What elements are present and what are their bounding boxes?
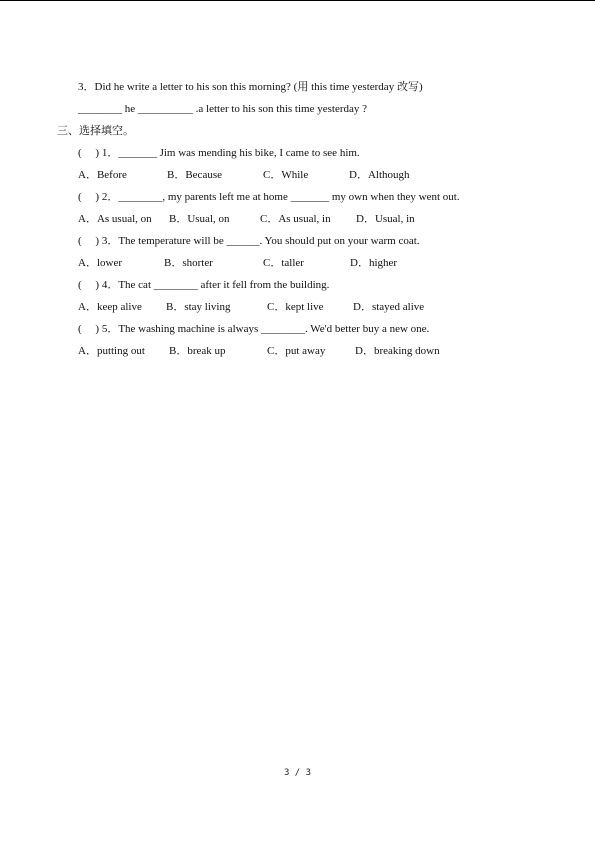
option-b: B．shorter: [164, 257, 213, 269]
mc-question-4-stem: ( ) 4．The cat ________ after it fell from the building.: [78, 279, 330, 291]
top-border-rule: [0, 0, 595, 1]
mc-question-1-options: [0, 168, 595, 182]
option-b: B．stay living: [166, 301, 231, 313]
option-b: B．break up: [169, 345, 226, 357]
section-heading: 三、选择填空。: [57, 125, 134, 137]
option-d: D．breaking down: [355, 345, 440, 357]
option-d: D．Although: [349, 169, 410, 181]
option-a: A．As usual, on: [78, 213, 152, 225]
option-a: A．putting out: [78, 345, 145, 357]
page-number: 3 / 3: [283, 768, 312, 778]
mc-question-5-options: [0, 344, 595, 358]
mc-question-3-options: [0, 256, 595, 270]
option-a: A．Before: [78, 169, 127, 181]
option-d: D．higher: [350, 257, 398, 269]
mc-question-2-options: [0, 212, 595, 226]
option-c: C．While: [263, 169, 309, 181]
mc-question-1-stem: ( ) 1．_______ Jim was mending his bike, I came to see him.: [78, 147, 360, 159]
option-c: C．put away: [267, 345, 326, 357]
mc-question-5-stem: ( ) 5．The washing machine is always ________. We'd better buy a new one.: [78, 323, 430, 335]
option-c: C．kept live: [267, 301, 324, 313]
option-d: D．stayed alive: [353, 301, 425, 313]
option-b: B．Usual, on: [169, 213, 230, 225]
mc-question-2-stem: ( ) 2．________, my parents left me at home _______ my own when they went out.: [78, 191, 460, 203]
question-3-answer-line: ________ he __________ .a letter to his son this time yesterday ?: [78, 103, 368, 115]
option-a: A．keep alive: [78, 301, 142, 313]
option-a: A．lower: [78, 257, 122, 269]
option-b: B．Because: [167, 169, 222, 181]
mc-question-4-options: [0, 300, 595, 314]
mc-question-3-stem: ( ) 3．The temperature will be ______. You should put on your warm coat.: [78, 235, 420, 247]
option-c: C．As usual, in: [260, 213, 331, 225]
option-c: C．taller: [263, 257, 304, 269]
question-3-prompt: 3．Did he write a letter to his son this morning? (用 this time yesterday 改写): [78, 81, 423, 93]
option-d: D．Usual, in: [356, 213, 415, 225]
